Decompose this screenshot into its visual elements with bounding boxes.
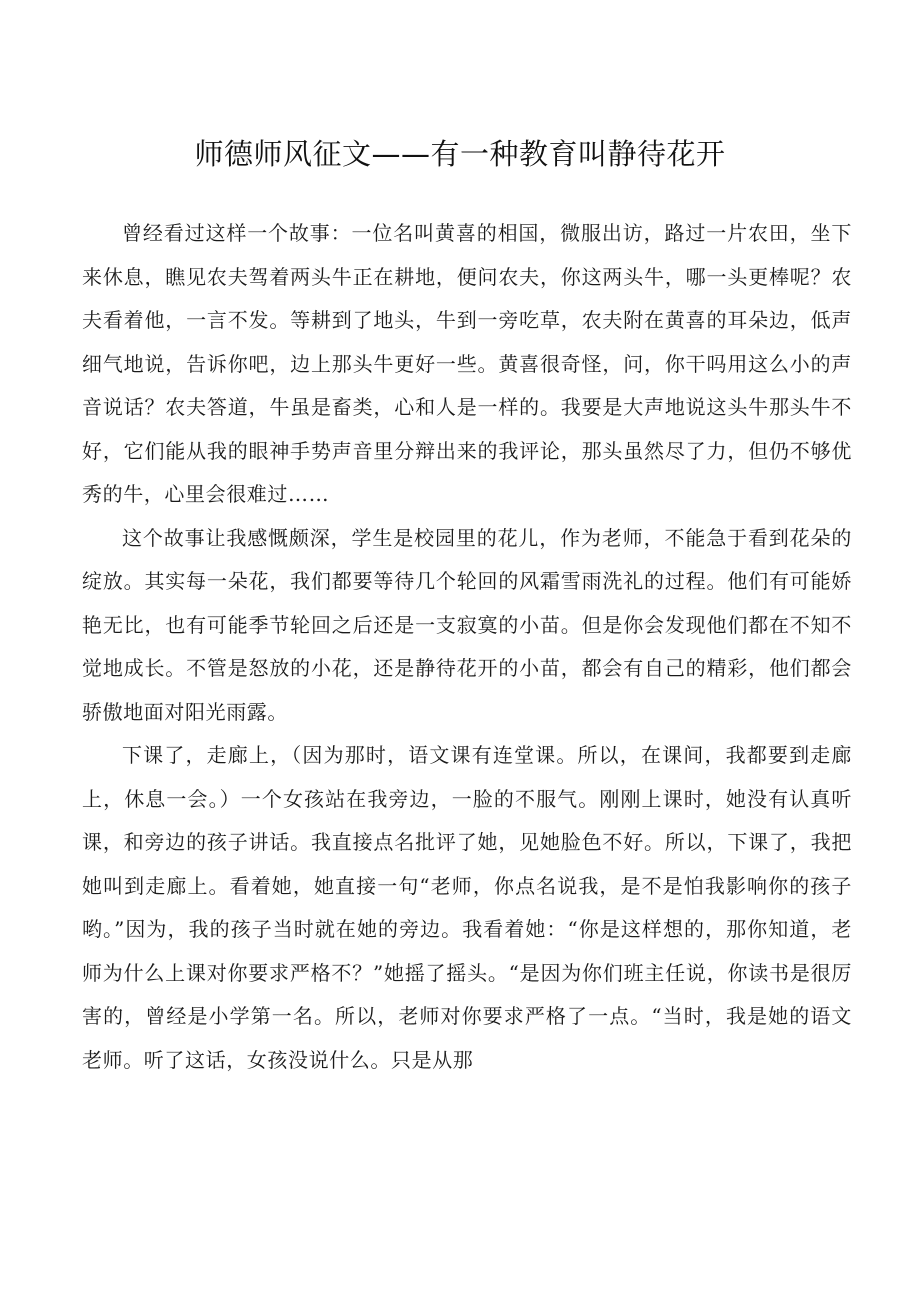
document-title: 师德师风征文——有一种教育叫静待花开 (194, 137, 726, 171)
paragraph-reflection: 这个故事让我感慨颇深，学生是校园里的花儿，作为老师，不能急于看到花朵的绽放。其实每一朵花，我们都要等待几个轮回的风霜雪雨洗礼的过程。他们有可能娇艳无比，也有可能季节轮回之后还是一支寂寞的小苗。但是你会发现他们都在不知不觉地成长。不管是怒放的小花，还是静待花开的小苗，都会有自己的精彩，他们都会骄傲地面对阳光雨露。 (82, 525, 852, 724)
paragraph-anecdote: 下课了，走廊上，（因为那时，语文课有连堂课。所以，在课间，我都要到走廊上，休息一会。）一个女孩站在我旁边，一脸的不服气。刚刚上课时，她没有认真听课，和旁边的孩子讲话。我直接点名批评了她，见她脸色不好。所以，下课了，我把她叫到走廊上。看着她，她直接一句“老师，你点名说我，是不是怕我影响你的孩子哟。”因为，我的孩子当时就在她的旁边。我看着她：“你是这样想的，那你知道，老师为什么上课对你要求严格不？”她摇了摇头。“是因为你们班主任说，你读书是很厉害的，曾经是小学第一名。所以，老师对你要求严格了一点。“当时，我是她的语文老师。听了这话，女孩没说什么。只是从那 (82, 743, 852, 1072)
paragraph-story: 曾经看过这样一个故事：一位名叫黄喜的相国，微服出访，路过一片农田，坐下来休息，瞧见农夫驾着两头牛正在耕地，便问农夫，你这两头牛，哪一头更棒呢？农夫看着他，一言不发。等耕到了地头，牛到一旁吃草，农夫附在黄喜的耳朵边，低声细气地说，告诉你吧，边上那头牛更好一些。黄喜很奇怪，问，你干吗用这么小的声音说话？农夫答道，牛虽是畜类，心和人是一样的。我要是大声地说这头牛那头牛不好，它们能从我的眼神手势声音里分辩出来的我评论，那头虽然尽了力，但仍不够优秀的牛，心里会很难过…… (82, 221, 852, 506)
document-body (82, 212, 852, 1082)
